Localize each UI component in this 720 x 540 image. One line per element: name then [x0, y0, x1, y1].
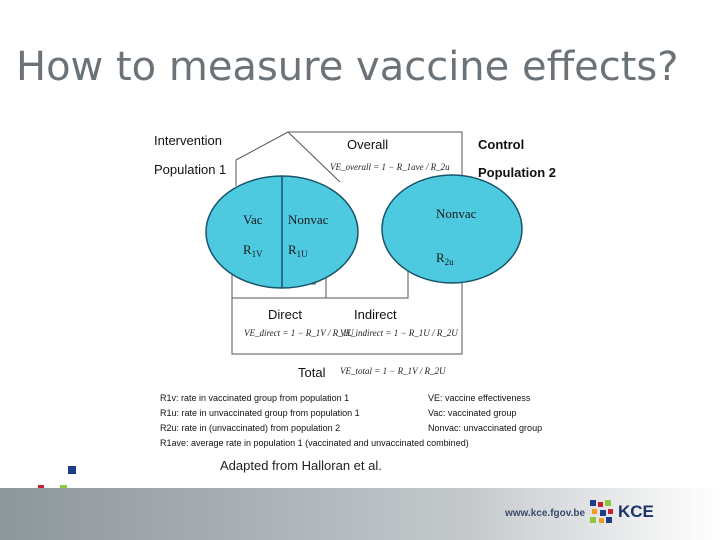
vac-label: Vac [243, 212, 263, 227]
legend-right-line: VE: vaccine effectiveness [428, 393, 531, 403]
nonvac-right-label: Nonvac [436, 206, 477, 221]
direct-label: Direct [268, 307, 302, 322]
vaccine-effects-diagram [140, 122, 560, 458]
legend-right-line: Vac: vaccinated group [428, 408, 517, 418]
intervention-label: Intervention [154, 133, 222, 148]
figure-caption: Adapted from Halloran et al. [220, 458, 382, 473]
legend-left-line: R1u: rate in unvaccinated group from population 1 [160, 408, 360, 418]
formula-overall: VE_overall = 1 − R_1ave / R_2u [330, 162, 450, 172]
r1u-label: $R_{1U}$ [288, 242, 308, 259]
overall-diag-line [288, 132, 340, 182]
r1v-label: $R_{1V}$ [243, 242, 263, 259]
control-label: Control [478, 137, 525, 152]
legend-left-line: R1v: rate in vaccinated group from population 1 [160, 393, 350, 403]
footer-website-link[interactable]: www.kce.fgov.be [505, 508, 586, 519]
formula-indirect: VE_indirect = 1 − R_1U / R_2U [340, 328, 458, 338]
legend [160, 393, 542, 448]
overall-label: Overall [347, 137, 389, 152]
indirect-label: Indirect [354, 307, 397, 322]
population1-label: Population 1 [154, 162, 227, 177]
total-label: Total [298, 365, 326, 380]
legend-right-line: Nonvac: unvaccinated group [428, 423, 543, 433]
slide-title: How to measure vaccine effects? [16, 44, 679, 90]
r2u-label: $R_{2u}$ [436, 250, 454, 267]
kce-brand-text: KCE [618, 502, 654, 521]
population2-label: Population 2 [478, 165, 556, 180]
formula-direct: VE_direct = 1 − R_1V / R_1U [244, 328, 354, 338]
legend-left-line: R1ave: average rate in population 1 (vaccinated and unvaccinated combined) [160, 438, 469, 448]
formula-total: VE_total = 1 − R_1V / R_2U [340, 366, 446, 376]
legend-left-line: R2u: rate in (unvaccinated) from population 2 [160, 423, 341, 433]
kce-logo-icon [588, 498, 616, 526]
nonvac-left-label: Nonvac [288, 212, 329, 227]
